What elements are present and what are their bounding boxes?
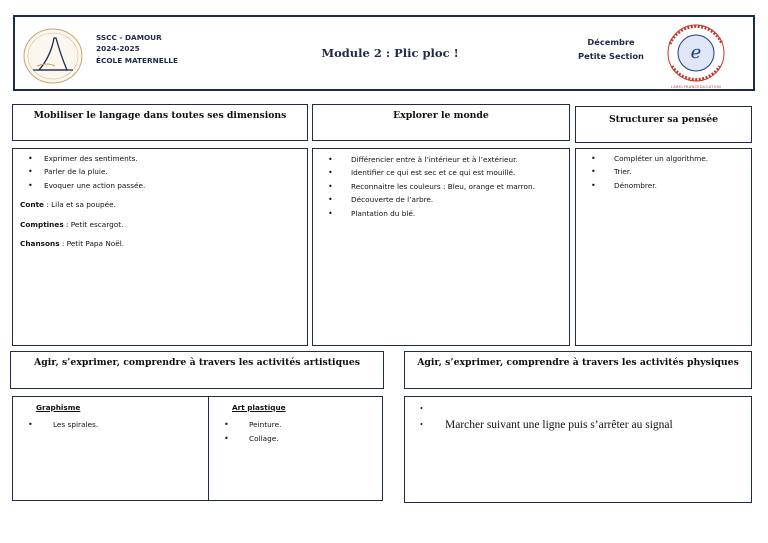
artistique-title: Agir, s’exprimer, comprendre à travers les activités artistiques xyxy=(34,357,360,368)
list-item: • Parler de la pluie. xyxy=(13,165,307,178)
list-item: • Différencier entre à l’intérieur et à l’extérieur. xyxy=(313,153,569,166)
list-item: • Evoquer une action passée. xyxy=(13,179,307,192)
langage-title-box xyxy=(12,104,308,141)
list-item: • Collage. xyxy=(209,432,382,445)
explorer-title: Explorer le monde xyxy=(393,110,489,121)
svg-text:e: e xyxy=(690,42,702,63)
physique-title-box xyxy=(404,351,752,389)
list-item: • Dénombrer. xyxy=(576,179,751,192)
level: Petite Section xyxy=(578,51,644,61)
list-item: • Peinture. xyxy=(209,418,382,431)
graphisme-box xyxy=(12,396,209,501)
graphisme-list xyxy=(13,418,208,431)
chansons-line xyxy=(13,237,307,250)
list-item: • Identifier ce qui est sec et ce qui est mouillé. xyxy=(313,166,569,179)
month: Décembre xyxy=(587,37,635,47)
comptines-line xyxy=(13,218,307,231)
graphisme-title: Graphisme xyxy=(36,403,81,412)
explorer-content-box xyxy=(312,148,570,346)
conte-label: Conte xyxy=(20,200,44,210)
list-item: • Découverte de l’arbre. xyxy=(313,193,569,206)
chansons-label: Chansons xyxy=(20,239,60,249)
langage-content-box xyxy=(12,148,308,346)
school-logo-icon xyxy=(21,26,85,86)
school-line-2: 2024-2025 xyxy=(96,44,140,53)
list-item: • Marcher suivant une ligne puis s’arrêter au signal xyxy=(405,418,751,432)
structurer-list xyxy=(576,152,751,192)
module-title: Module 2 : Plic ploc ! xyxy=(321,46,459,60)
structurer-title-box xyxy=(575,106,752,143)
structurer-content-box xyxy=(575,148,752,346)
school-line-3: ÉCOLE MATERNELLE xyxy=(96,56,179,65)
comptines-value: : Petit escargot. xyxy=(63,219,124,229)
explorer-title-box xyxy=(312,104,570,141)
list-item: • Reconnaitre les couleurs : Bleu, orange et marron. xyxy=(313,180,569,193)
art-plastique-box xyxy=(208,396,383,501)
conte-value: : Lila et sa poupée. xyxy=(44,200,116,210)
art-plastique-title: Art plastique xyxy=(232,403,286,412)
langage-list xyxy=(13,152,307,192)
list-item: • Exprimer des sentiments. xyxy=(13,152,307,165)
list-item: • Les spirales. xyxy=(13,418,208,431)
langage-title: Mobiliser le langage dans toutes ses dimensions xyxy=(33,110,287,121)
list-item: • Compléter un algorithme. xyxy=(576,152,751,165)
art-plastique-list xyxy=(209,418,382,445)
conte-line xyxy=(13,198,307,211)
physique-list xyxy=(405,403,751,432)
badge-text: LABELFRANCÉDUCATION xyxy=(670,85,722,89)
list-item xyxy=(405,403,751,415)
physique-title: Agir, s’exprimer, comprendre à travers les activités physiques xyxy=(417,357,739,368)
school-line-1: SSCC - DAMOUR xyxy=(96,33,162,42)
artistique-title-box xyxy=(10,351,384,389)
physique-content-box xyxy=(404,396,752,503)
list-item: • Trier. xyxy=(576,165,751,178)
list-item: • Plantation du blé. xyxy=(313,207,569,220)
chansons-value: : Petit Papa Noël. xyxy=(59,239,125,249)
structurer-title: Structurer sa pensée xyxy=(608,114,719,125)
comptines-label: Comptines xyxy=(20,219,64,229)
explorer-list xyxy=(313,153,569,220)
labelfrancéducation-badge-icon xyxy=(661,22,731,84)
